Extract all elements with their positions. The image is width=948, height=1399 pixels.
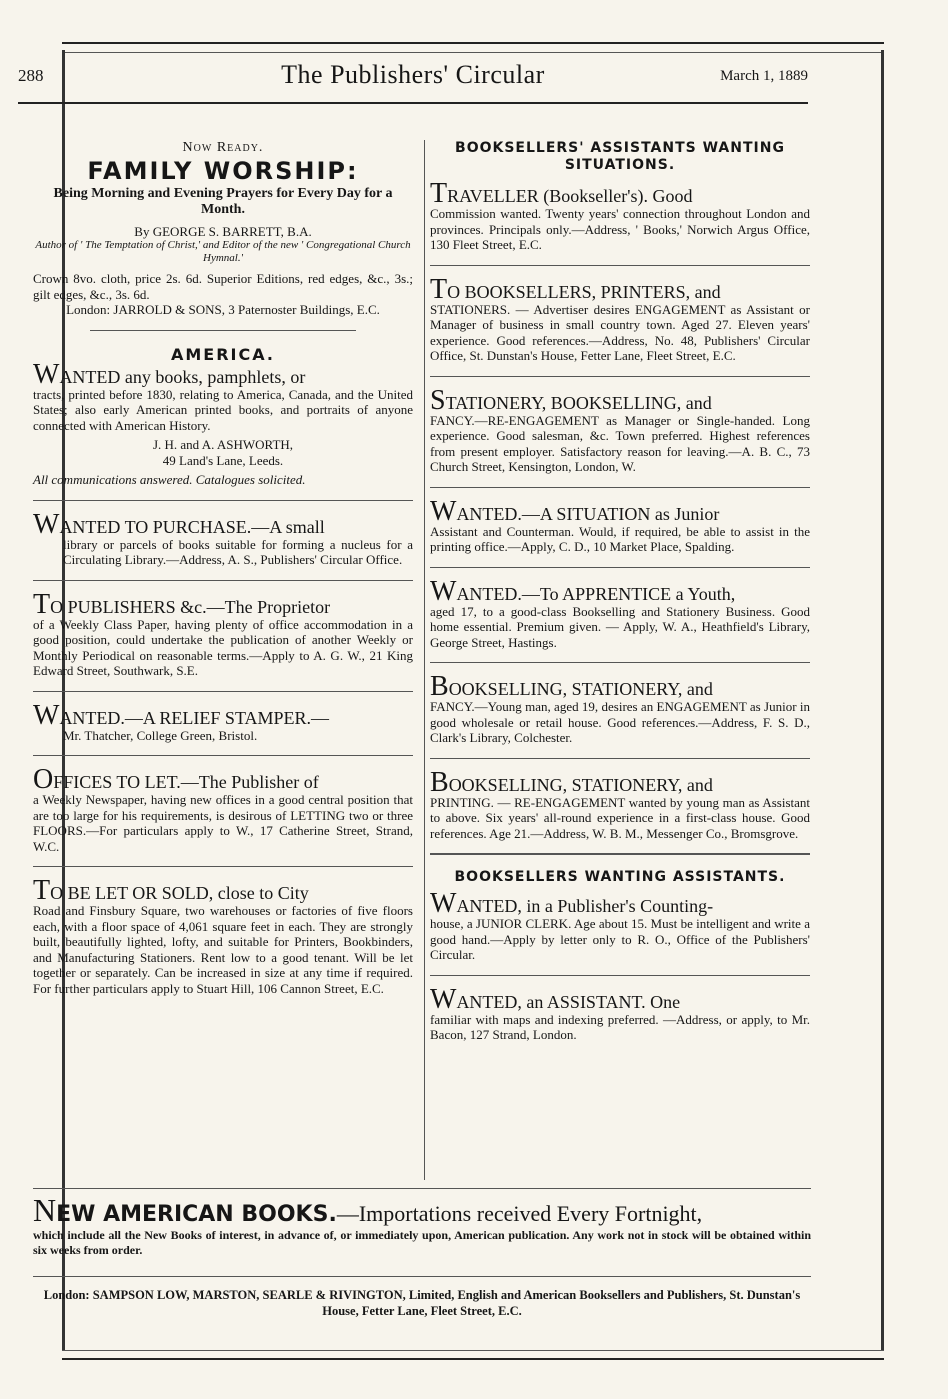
ad-apprentice bbox=[430, 575, 810, 651]
separator bbox=[430, 853, 810, 855]
ad-lede: OFFICES TO LET.—The Publisher of bbox=[33, 764, 319, 795]
ad-subtitle: Being Morning and Evening Prayers for Every Day for a Month. bbox=[53, 185, 393, 217]
top-border bbox=[62, 42, 884, 53]
column-divider bbox=[424, 140, 425, 1180]
ad-lede: WANTED.—To APPRENTICE a Youth, bbox=[430, 575, 736, 607]
ad-headline: NEW AMERICAN BOOKS.—Importations received Every Fortnight, bbox=[33, 1192, 703, 1228]
ad-offices-to-let bbox=[33, 764, 413, 854]
ad-junior-clerk bbox=[430, 888, 810, 963]
ad-lede: WANTED.—A RELIEF STAMPER.— bbox=[33, 699, 330, 731]
publisher-footer bbox=[33, 1276, 811, 1319]
ad-body: which include all the New Books of interest, in advance of, or immediately upon, American publication. Any work not in stock will be obtained within six weeks from order. bbox=[33, 1228, 811, 1257]
bottom-border bbox=[62, 1350, 884, 1360]
ad-body: Assistant and Counterman. Would, if required, be able to assist in the printing office.—Apply, C. D., 10 Market Place, Spalding. bbox=[430, 523, 810, 554]
ad-to-publishers bbox=[33, 588, 413, 679]
running-header bbox=[18, 60, 808, 100]
ad-lede: TO BE LET OR SOLD, close to City bbox=[33, 875, 309, 906]
ad-lede: TO BOOKSELLERS, PRINTERS, and bbox=[430, 273, 721, 305]
ad-lede: WANTED any books, pamphlets, or bbox=[33, 358, 306, 390]
ad-to-booksellers bbox=[430, 273, 810, 364]
ad-wanted-to-purchase bbox=[33, 508, 413, 568]
ad-lede: BOOKSELLING, STATIONERY, and bbox=[430, 671, 713, 702]
ad-new-american-books bbox=[33, 1188, 811, 1258]
now-ready-label: Now Ready. bbox=[182, 140, 264, 155]
separator bbox=[430, 662, 810, 663]
ad-bookselling-fancy bbox=[430, 671, 810, 746]
issue-date: March 1, 1889 bbox=[720, 68, 808, 84]
ad-body: Commission wanted. Twenty years' connection throughout London and provinces. Principals only.—Address, ' Books,' Norwich Argus Office, 130 Fleet Street, E.C. bbox=[430, 206, 810, 252]
ad-publisher: London: JARROLD & SONS, 3 Paternoster Buildings, E.C. bbox=[66, 302, 380, 317]
ad-lede: WANTED, an ASSISTANT. One bbox=[430, 983, 681, 1015]
separator bbox=[33, 580, 413, 581]
separator bbox=[430, 758, 810, 759]
ad-assistant bbox=[430, 983, 810, 1043]
separator bbox=[33, 866, 413, 867]
separator bbox=[90, 330, 356, 331]
ad-body: house, a JUNIOR CLERK. Age about 15. Must be intelligent and write a good hand.—Apply by letter only to R. O., Office of the Publishers' Circular. bbox=[430, 916, 810, 962]
ad-body: Road and Finsbury Square, two warehouses or factories of five floors each, with a floor space of 4,061 square feet in each. They are strongly built, beautifully lighted, lofty, and suitable for Printers, Bookbinders, and Manufacturing Stationers. Rent low to a good tenant. Will be let together or separately. Can be increased in size at any time if required. For further particulars apply to Stuart Hill, 106 Cannon Street, E.C. bbox=[33, 903, 413, 996]
separator bbox=[33, 500, 413, 501]
ad-address: J. H. and A. ASHWORTH, bbox=[152, 437, 294, 452]
separator bbox=[33, 1276, 811, 1277]
ad-lede: TO PUBLISHERS &c.—The Proprietor bbox=[33, 588, 331, 620]
ad-note: All communications answered. Catalogues solicited. bbox=[33, 472, 306, 487]
ad-lede: WANTED.—A SITUATION as Junior bbox=[430, 495, 720, 527]
ad-heading: AMERICA. bbox=[170, 344, 275, 364]
ad-situation bbox=[430, 495, 810, 555]
right-border bbox=[881, 50, 884, 1350]
separator bbox=[430, 487, 810, 488]
ad-body: FANCY.—RE-ENGAGEMENT as Manager or Single-handed. Long experience. Good salesman, &c. Town preferred. Highest references from present employer. Satisfactory reason for leaving.—A. B. C., 73 Church Street, Kensington, London, W. bbox=[430, 412, 810, 474]
right-column bbox=[430, 140, 810, 1055]
ad-address: 49 Land's Lane, Leeds. bbox=[162, 452, 284, 468]
ad-lede: BOOKSELLING, STATIONERY, and bbox=[430, 766, 713, 798]
page-number: 288 bbox=[18, 66, 44, 85]
left-column bbox=[33, 140, 413, 1008]
ad-body: aged 17, to a good-class Bookselling and Stationery Business. Good home essential. Premium given. — Apply, W. A., Heathfield's Library, George Street, Hastings. bbox=[430, 603, 810, 650]
ad-price: Crown 8vo. cloth, price 2s. 6d. Superior Editions, red edges, &c., 3s.; gilt edges, &c., 3s. 6d. bbox=[33, 271, 413, 302]
ad-lede: TRAVELLER (Bookseller's). Good bbox=[430, 178, 693, 209]
ad-author-note: Author of ' The Temptation of Christ,' and Editor of the new ' Congregational Church Hymnal.' bbox=[35, 239, 411, 264]
ad-relief-stamper bbox=[33, 699, 413, 744]
ad-america bbox=[33, 345, 413, 488]
ad-family-worship bbox=[33, 140, 413, 318]
separator bbox=[33, 1188, 811, 1189]
ad-stationery-bookselling bbox=[430, 384, 810, 475]
ad-bookselling-printing bbox=[430, 766, 810, 842]
ad-lede: WANTED TO PURCHASE.—A small bbox=[33, 508, 325, 540]
footer-text: London: SAMPSON LOW, MARSTON, SEARLE & RIVINGTON, Limited, English and American Booksellers and Publishers, St. Dunstan's House, Fetter Lane, Fleet Street, E.C. bbox=[43, 1288, 801, 1318]
ad-body: STATIONERS. — Advertiser desires ENGAGEMENT as Assistant or Manager of business in small country town. Aged 27. Eleven years' experience. Good references.—Address, No. 48, Publishers' Circular Office, St. Dunstan's House, Fetter Lane, Fleet Street, E.C. bbox=[430, 301, 810, 363]
section-heading: BOOKSELLERS' ASSISTANTS WANTING SITUATIONS. bbox=[455, 140, 785, 173]
separator bbox=[430, 265, 810, 266]
ad-body: PRINTING. — RE-ENGAGEMENT wanted by young man as Assistant to above. Six years' all-round experience in a first-class house. Good references. Age 21.—Address, W. B. M., Messenger Co., Bromsgrove. bbox=[430, 794, 810, 841]
separator bbox=[430, 975, 810, 976]
ad-body: familiar with maps and indexing preferred. —Address, or apply, to Mr. Bacon, 127 Strand, London. bbox=[430, 1011, 810, 1042]
ad-body: of a Weekly Class Paper, having plenty of office accommodation in a good position, could undertake the publication of another Weekly or Monthly Periodical on reasonable terms.—Apply to A. G. W., 21 King Edward Street, Southwark, S.E. bbox=[33, 616, 413, 678]
ad-body: FANCY.—Young man, aged 19, desires an ENGAGEMENT as Junior in good wholesale or retail house. Good references.—Address, F. S. D., Clark's Library, Colchester. bbox=[430, 699, 810, 745]
ad-author: By GEORGE S. BARRETT, B.A. bbox=[134, 223, 312, 239]
separator bbox=[430, 567, 810, 568]
ad-body: Mr. Thatcher, College Green, Bristol. bbox=[63, 727, 258, 743]
separator bbox=[33, 755, 413, 756]
ad-to-be-let bbox=[33, 875, 413, 996]
section-heading: BOOKSELLERS WANTING ASSISTANTS. bbox=[454, 869, 786, 885]
separator bbox=[430, 376, 810, 377]
ad-body: a Weekly Newspaper, having new offices in a good central position that are too large for his requirements, is desirous of LETTING two or three FLOORS.—For particulars apply to W., 17 Catherine Street, Strand, W.C. bbox=[33, 792, 413, 854]
ad-body: tracts, printed before 1830, relating to America, Canada, and the United States; also early American printed books, and portraits of anyone connected with American History. bbox=[33, 386, 413, 433]
ad-title: FAMILY WORSHIP: bbox=[87, 156, 359, 185]
ad-traveller bbox=[430, 178, 810, 253]
ad-body: library or parcels of books suitable for forming a nucleus for a Circulating Library.—Address, A. S., Publishers' Circular Office. bbox=[63, 536, 413, 567]
separator bbox=[33, 691, 413, 692]
header-rule bbox=[18, 102, 808, 104]
ad-lede: STATIONERY, BOOKSELLING, and bbox=[430, 384, 712, 416]
publication-title: The Publishers' Circular bbox=[281, 60, 545, 89]
ad-lede: WANTED, in a Publisher's Counting- bbox=[430, 888, 714, 919]
